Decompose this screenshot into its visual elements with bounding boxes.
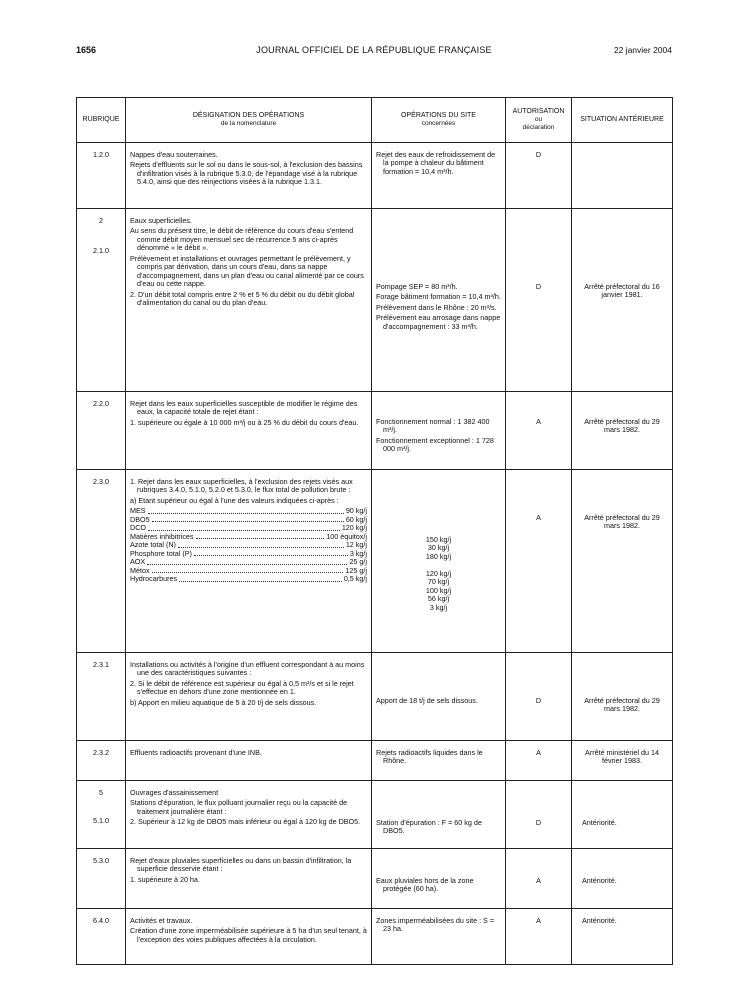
operations-cell: Fonctionnement normal : 1 382 400 m³/j. Fonctionnement exceptionnel : 1 728 000 m³/j. <box>372 392 506 470</box>
rubrique-cell: 5.3.0 <box>77 849 126 909</box>
situation-cell: Arrêté préfectoral du 16 janvier 1981. <box>572 209 673 392</box>
autorisation-cell: D <box>506 653 572 741</box>
list-item: DCO 120 kg/j <box>130 523 367 533</box>
page-header <box>76 45 672 61</box>
situation-cell: Antériorité. <box>572 781 673 849</box>
autorisation-cell: A <box>506 849 572 909</box>
rubrique-cell: 2.3.1 <box>77 653 126 741</box>
rubrique-cell: 6.4.0 <box>77 909 126 965</box>
list-item: Hydrocarbures 0,5 kg/j <box>130 574 367 584</box>
designation-cell: Rejet dans les eaux superficielles susceptible de modifier le régime des eaux, la capacité totale de rejet étant : 1. supérieure ou égale à 10 000 m³/j ou à 25 % du débit du cours d'eau. <box>126 392 372 470</box>
rubrique-cell: 2.3.0 <box>77 470 126 653</box>
autorisation-cell: D <box>506 143 572 209</box>
table-row <box>77 741 673 781</box>
operations-cell: Zones imperméabilisées du site : S = 23 ha. <box>372 909 506 965</box>
operations-cell: Rejets radioactifs liquides dans le Rhône. <box>372 741 506 781</box>
autorisation-cell: D <box>506 209 572 392</box>
designation-cell: Rejet d'eaux pluviales superficielles ou dans un bassin d'infiltration, la superficie desservie étant : 1. supérieure à 20 ha. <box>126 849 372 909</box>
table-row <box>77 143 673 209</box>
journal-title: JOURNAL OFFICIEL DE LA RÉPUBLIQUE FRANÇAISE <box>256 45 492 55</box>
designation-cell: Eaux superficielles. Au sens du présent titre, le débit de référence du cours d'eau s'entend comme débit moyen mensuel sec de récurrence 5 ans ci-après dénommé « le débit ». Prélèvement et installations et ouvrages permettant le prélèvement, y compris par dérivation, dans un cours d'eau, dans sa nappe d'accompagnement, dans un plan d'eau ou canal alimenté par ce cours d'eau ou cette nappe. 2. D'un débit total compris entre 2 % et 5 % du débit ou du débit global d'alimentation du canal ou du plan d'eau. <box>126 209 372 392</box>
publication-date: 22 janvier 2004 <box>613 45 672 55</box>
designation-cell: Ouvrages d'assainissement Stations d'épuration, le flux polluant journalier reçu ou la capacité de traitement journalière étant : 2. Supérieur à 12 kg de DBO5 mais inférieur ou égal à 120 kg de DBO5. <box>126 781 372 849</box>
table-row <box>77 470 673 653</box>
list-item: Matières inhibitrices 100 équitox/j <box>130 531 367 541</box>
list-item: Phosphore total (P) 3 kg/j <box>130 548 367 558</box>
table-row <box>77 209 673 392</box>
table-row <box>77 781 673 849</box>
table-row <box>77 849 673 909</box>
table-row <box>77 392 673 470</box>
col-header-designation: DÉSIGNATION DES OPÉRATIONS de la nomenclature <box>126 98 372 143</box>
situation-cell: Arrêté préfectoral du 29 mars 1982. <box>572 392 673 470</box>
operations-cell: Eaux pluviales hors de la zone protégée (60 ha). <box>372 849 506 909</box>
table-header-row <box>77 98 673 143</box>
nomenclature-table <box>76 97 673 965</box>
operations-cell: Pompage SEP = 80 m³/h. Forage bâtiment formation = 10,4 m³/h. Prélèvement dans le Rhône : 20 m³/s. Prélèvement eau arrosage dans nappe d'accompagnement : 33 m³/h. <box>372 209 506 392</box>
col-header-rubrique: RUBRIQUE <box>77 98 126 143</box>
autorisation-cell: D <box>506 781 572 849</box>
operations-cell: Apport de 18 t/j de sels dissous. <box>372 653 506 741</box>
table-row <box>77 653 673 741</box>
list-item: Métox 125 g/j <box>130 565 367 575</box>
table-row <box>77 909 673 965</box>
situation-cell: Arrêté préfectoral du 29 mars 1982. <box>572 470 673 653</box>
operations-cell: Station d'épuration : F = 60 kg de DBO5. <box>372 781 506 849</box>
situation-cell: Antériorité. <box>572 849 673 909</box>
situation-cell: Arrêté préfectoral du 29 mars 1982. <box>572 653 673 741</box>
col-header-autorisation: AUTORISATION ou déclaration <box>506 98 572 143</box>
rubrique-cell: 5 5.1.0 <box>77 781 126 849</box>
designation-cell: Installations ou activités à l'origine d'un effluent correspondant à au moins une des caractéristiques suivantes : 2. Si le débit de référence est supérieur ou égal à 0,5 m³/s et si le rejet s'effectue en dehors d'une zone mentionnée en 1. b) Apport en milieu aquatique de 5 à 20 t/j de sels dissous. <box>126 653 372 741</box>
designation-cell: Effluents radioactifs provenant d'une INB. <box>126 741 372 781</box>
situation-cell: Arrêté ministériel du 14 février 1983. <box>572 741 673 781</box>
list-item: Azote total (N) 12 kg/j <box>130 540 367 550</box>
operations-cell: 150 kg/j 30 kg/j 180 kg/j 120 kg/j 70 kg/j 100 kg/j 56 kg/j 3 kg/j <box>372 470 506 653</box>
situation-cell: Antériorité. <box>572 909 673 965</box>
page-number: 1656 <box>76 45 97 55</box>
operations-cell: Rejet des eaux de refroidissement de la pompe à chaleur du bâtiment formation = 10,4 m³/h. <box>372 143 506 209</box>
col-header-operations: OPÉRATIONS DU SITE concernées <box>372 98 506 143</box>
list-item: MES 90 kg/j <box>130 506 367 516</box>
rubrique-cell: 2.3.2 <box>77 741 126 781</box>
designation-cell: 1. Rejet dans les eaux superficielles, à l'exclusion des rejets visés aux rubriques 3.4.0, 5.1.0, 5.2.0 et 5.3.0, le flux total de pollution brute : a) Etant supérieur ou égal à l'une des valeurs indiquées ci-après : MES 90 kg/j DBO5 60 kg/j DCO 120 kg/j Matières inhibitrices 100 équitox/j Azote total (N) 12 kg/j Phosphore total (P) 3 kg/j AOX 25 g/j Métox 125 g/j Hydrocarbures 0,5 kg/j <box>126 470 372 653</box>
rubrique-cell: 1.2.0 <box>77 143 126 209</box>
designation-cell: Nappes d'eau souterraines. Rejets d'effluents sur le sol ou dans le sous-sol, à l'exclusion des bassins d'infiltration visés à la rubrique 5.3.0, de l'épandage visé à la rubrique 5.4.0, ainsi que des réinjections visées à la rubrique 1.3.1. <box>126 143 372 209</box>
autorisation-cell: A <box>506 909 572 965</box>
rubrique-cell: 2 2.1.0 <box>77 209 126 392</box>
autorisation-cell: A <box>506 470 572 653</box>
rubrique-cell: 2.2.0 <box>77 392 126 470</box>
situation-cell <box>572 143 673 209</box>
autorisation-cell: A <box>506 741 572 781</box>
autorisation-cell: A <box>506 392 572 470</box>
col-header-situation: SITUATION ANTÉRIEURE <box>572 98 673 143</box>
list-item: DBO5 60 kg/j <box>130 514 367 524</box>
designation-cell: Activités et travaux. Création d'une zone imperméabilisée supérieure à 5 ha d'un seul tenant, à l'exception des voies publiques affectées à la circulation. <box>126 909 372 965</box>
list-item: AOX 25 g/j <box>130 557 367 567</box>
